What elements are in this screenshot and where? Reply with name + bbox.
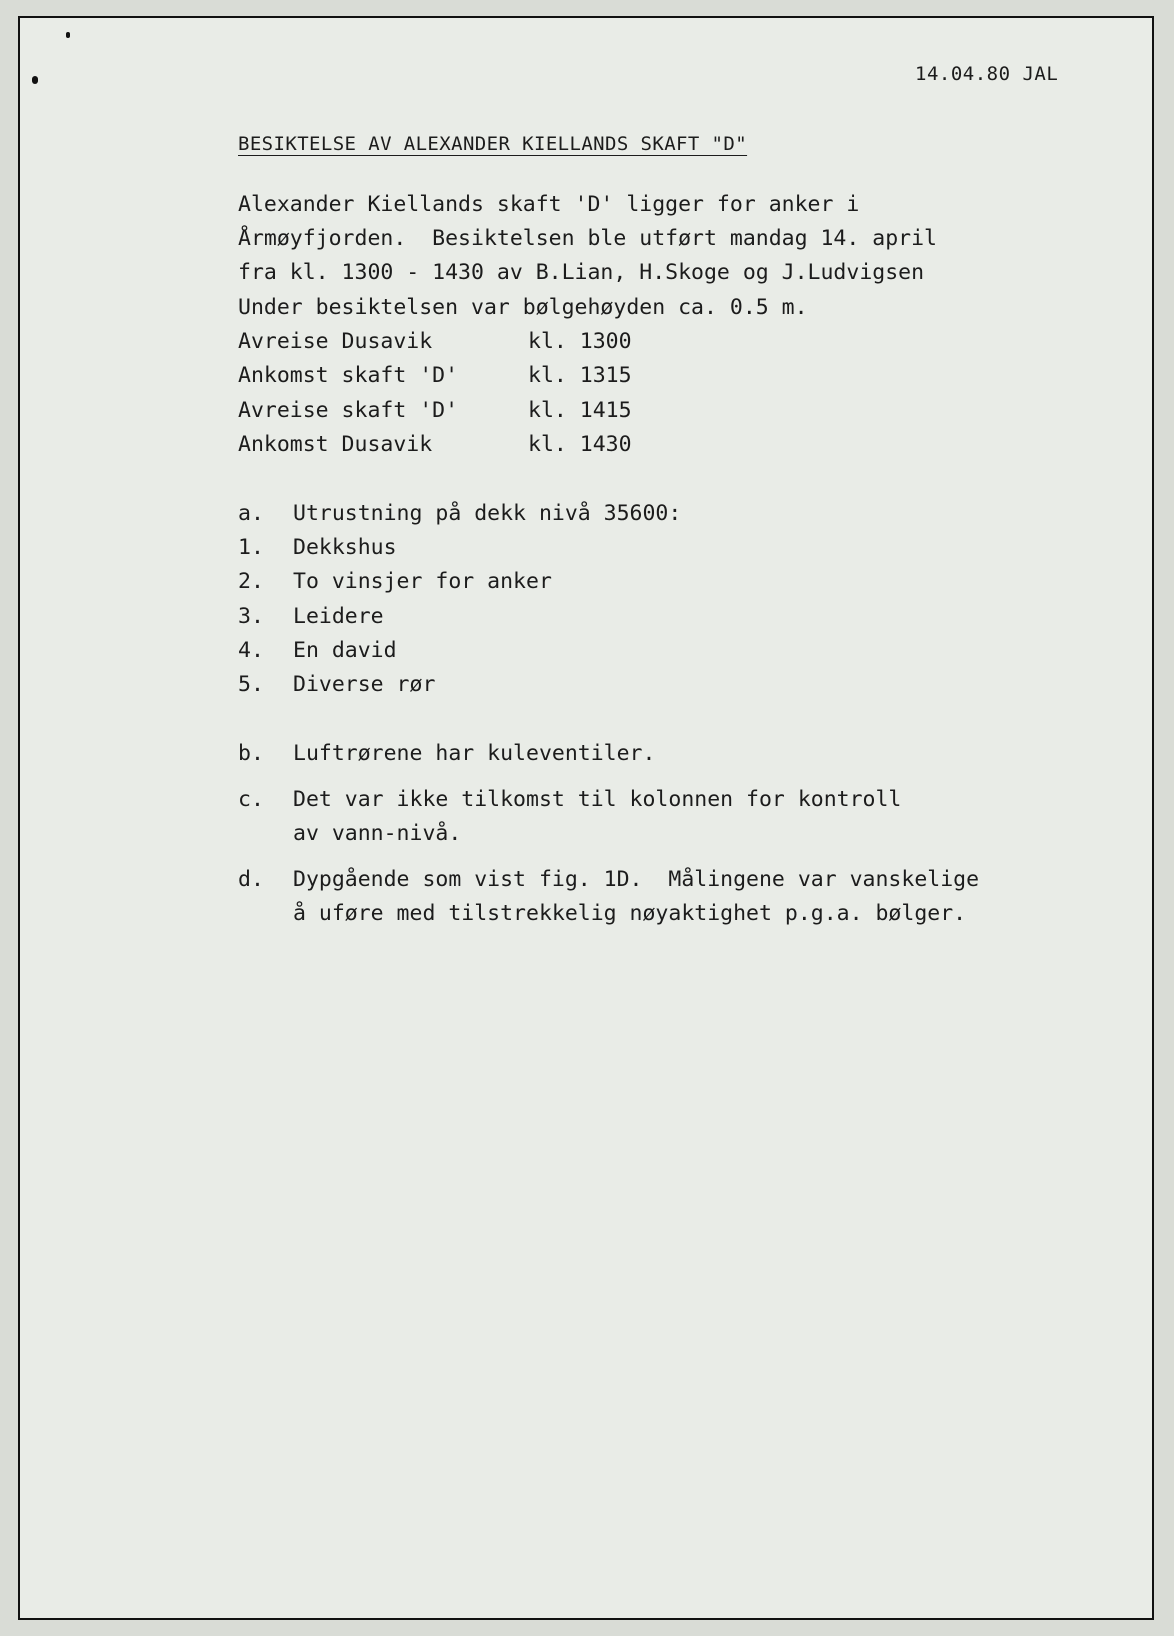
note-text: Det var ikke tilkomst til kolonnen for kontroll bbox=[293, 787, 902, 812]
note-text: å uføre med tilstrekkelig nøyaktighet p.g.a. bølger. bbox=[293, 901, 967, 926]
section-a-label: a. bbox=[238, 501, 264, 526]
date-reference: 14.04.80 JAL bbox=[915, 63, 1059, 85]
note-text: Luftrørene har kuleventiler. bbox=[293, 741, 656, 766]
schedule-event: Ankomst Dusavik bbox=[238, 432, 433, 457]
list-item-number: 2. bbox=[238, 569, 264, 594]
schedule-time: kl. 1300 bbox=[528, 329, 632, 354]
intro-line: Under besiktelsen var bølgehøyden ca. 0.5 m. bbox=[238, 295, 808, 320]
section-a-heading: Utrustning på dekk nivå 35600: bbox=[293, 501, 682, 526]
note-label: d. bbox=[238, 867, 264, 892]
note-text: Dypgående som vist fig. 1D. Målingene var vanskelige bbox=[293, 867, 980, 892]
list-item-number: 4. bbox=[238, 638, 264, 663]
intro-line: Alexander Kiellands skaft 'D' ligger for anker i bbox=[238, 192, 860, 217]
note-label: b. bbox=[238, 741, 264, 766]
list-item: To vinsjer for anker bbox=[293, 569, 552, 594]
list-item: Diverse rør bbox=[293, 672, 436, 697]
list-item-number: 3. bbox=[238, 604, 264, 629]
intro-line: Årmøyfjorden. Besiktelsen ble utført mandag 14. april bbox=[238, 226, 937, 251]
punch-mark bbox=[32, 76, 38, 84]
intro-line: fra kl. 1300 - 1430 av B.Lian, H.Skoge og J.Ludvigsen bbox=[238, 260, 925, 285]
schedule-time: kl. 1315 bbox=[528, 363, 632, 388]
list-item: En david bbox=[293, 638, 397, 663]
schedule-event: Ankomst skaft 'D' bbox=[238, 363, 459, 388]
note-label: c. bbox=[238, 787, 264, 812]
list-item: Leidere bbox=[293, 604, 384, 629]
list-item-number: 5. bbox=[238, 672, 264, 697]
document-page bbox=[18, 16, 1154, 1620]
punch-mark bbox=[66, 32, 70, 38]
schedule-time: kl. 1415 bbox=[528, 398, 632, 423]
schedule-event: Avreise skaft 'D' bbox=[238, 398, 459, 423]
list-item-number: 1. bbox=[238, 535, 264, 560]
schedule-time: kl. 1430 bbox=[528, 432, 632, 457]
document-title: BESIKTELSE AV ALEXANDER KIELLANDS SKAFT "D" bbox=[238, 133, 748, 155]
list-item: Dekkshus bbox=[293, 535, 397, 560]
schedule-event: Avreise Dusavik bbox=[238, 329, 433, 354]
note-text: av vann-nivå. bbox=[293, 821, 462, 846]
